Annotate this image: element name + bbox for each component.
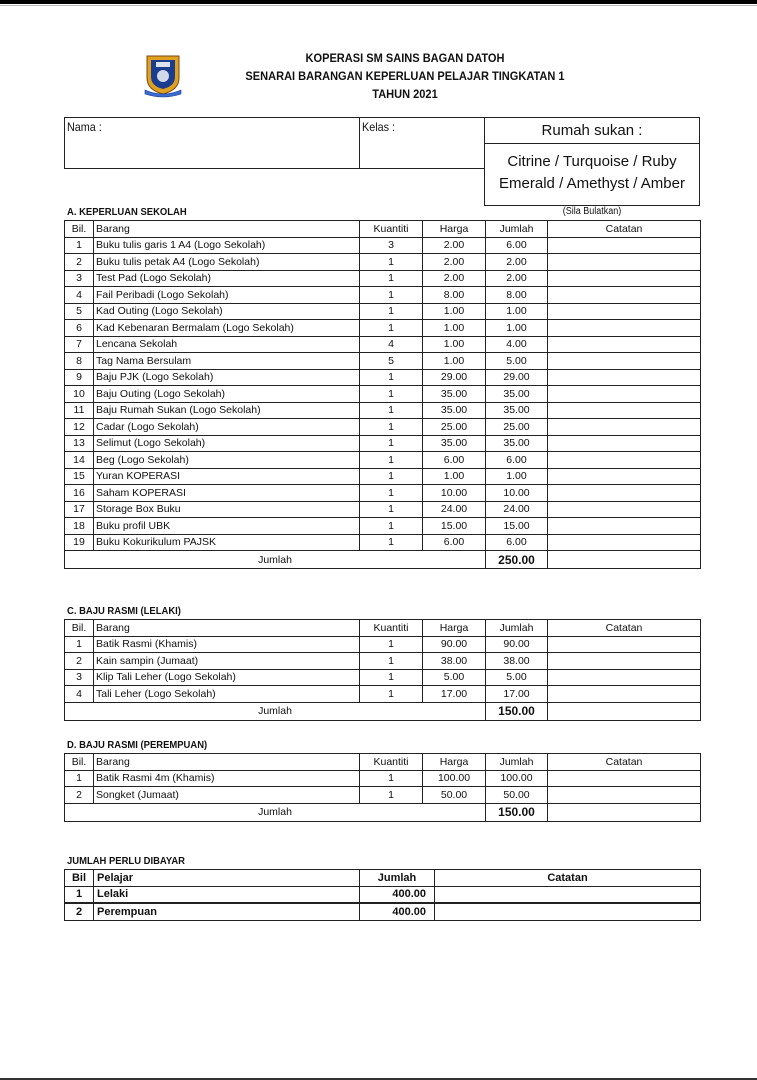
- item-bil: 1: [65, 770, 94, 787]
- col-jumlah: Jumlah: [486, 620, 548, 637]
- item-bil: 1: [65, 237, 94, 254]
- item-harga: 1.00: [423, 320, 486, 337]
- pay-col-pelajar: Pelajar: [94, 870, 360, 887]
- school-crest-icon: [143, 52, 183, 98]
- item-jumlah: 35.00: [486, 402, 548, 419]
- item-bil: 4: [65, 686, 94, 703]
- item-bil: 6: [65, 320, 94, 337]
- table-row: [65, 518, 701, 535]
- col-catatan: Catatan: [548, 221, 701, 238]
- item-catatan-cell[interactable]: [548, 501, 701, 518]
- total-row: [65, 702, 701, 720]
- item-kuantiti: 1: [360, 534, 423, 551]
- col-catatan: Catatan: [548, 754, 701, 771]
- item-jumlah: 6.00: [486, 237, 548, 254]
- document-header: [207, 49, 603, 103]
- kelas-field[interactable]: [359, 117, 485, 169]
- item-harga: 35.00: [423, 435, 486, 452]
- item-barang: Baju PJK (Logo Sekolah): [94, 369, 360, 386]
- item-barang: Storage Box Buku: [94, 501, 360, 518]
- item-harga: 17.00: [423, 686, 486, 703]
- item-bil: 10: [65, 386, 94, 403]
- item-bil: 7: [65, 336, 94, 353]
- nama-field[interactable]: [64, 117, 360, 169]
- item-harga: 1.00: [423, 353, 486, 370]
- item-jumlah: 2.00: [486, 254, 548, 271]
- item-harga: 5.00: [423, 669, 486, 686]
- col-harga: Harga: [423, 620, 486, 637]
- col-jumlah: Jumlah: [486, 221, 548, 238]
- item-catatan-cell[interactable]: [548, 485, 701, 502]
- item-jumlah: 15.00: [486, 518, 548, 535]
- col-barang: Barang: [94, 620, 360, 637]
- payment-table: [64, 869, 701, 921]
- item-harga: 2.00: [423, 237, 486, 254]
- col-catatan: Catatan: [548, 620, 701, 637]
- item-jumlah: 1.00: [486, 320, 548, 337]
- col-kuantiti: Kuantiti: [360, 620, 423, 637]
- item-catatan-cell[interactable]: [548, 254, 701, 271]
- table-row: [65, 452, 701, 469]
- item-bil: 12: [65, 419, 94, 436]
- item-kuantiti: 1: [360, 369, 423, 386]
- item-bil: 9: [65, 369, 94, 386]
- total-catatan-cell[interactable]: [548, 702, 701, 720]
- item-kuantiti: 1: [360, 320, 423, 337]
- item-jumlah: 90.00: [486, 636, 548, 653]
- item-catatan-cell[interactable]: [548, 636, 701, 653]
- item-barang: Baju Rumah Sukan (Logo Sekolah): [94, 402, 360, 419]
- table-row: [65, 485, 701, 502]
- table-row: [65, 237, 701, 254]
- rumah-options-line1: Citrine / Turquoise / Ruby: [507, 153, 677, 170]
- pay-jumlah: 400.00: [360, 886, 435, 903]
- item-catatan-cell[interactable]: [548, 270, 701, 287]
- item-bil: 13: [65, 435, 94, 452]
- item-barang: Tag Nama Bersulam: [94, 353, 360, 370]
- total-catatan-cell[interactable]: [548, 551, 701, 569]
- table-row: [65, 254, 701, 271]
- item-jumlah: 5.00: [486, 353, 548, 370]
- col-bil: Bil.: [65, 221, 94, 238]
- item-jumlah: 6.00: [486, 452, 548, 469]
- item-catatan-cell[interactable]: [548, 770, 701, 787]
- item-jumlah: 17.00: [486, 686, 548, 703]
- rumah-options-line2: Emerald / Amethyst / Amber: [499, 175, 685, 192]
- payment-row-lelaki: [65, 886, 701, 903]
- item-catatan-cell[interactable]: [548, 669, 701, 686]
- item-barang: Fail Peribadi (Logo Sekolah): [94, 287, 360, 304]
- item-harga: 50.00: [423, 787, 486, 804]
- sila-bulatkan-note: (Sila Bulatkan): [562, 206, 622, 217]
- col-harga: Harga: [423, 754, 486, 771]
- item-barang: Kad Kebenaran Bermalam (Logo Sekolah): [94, 320, 360, 337]
- item-bil: 19: [65, 534, 94, 551]
- col-kuantiti: Kuantiti: [360, 221, 423, 238]
- item-kuantiti: 3: [360, 237, 423, 254]
- item-harga: 2.00: [423, 254, 486, 271]
- item-bil: 16: [65, 485, 94, 502]
- pay-catatan-cell[interactable]: [435, 903, 701, 920]
- table-row: [65, 787, 701, 804]
- total-catatan-cell[interactable]: [548, 803, 701, 821]
- payment-row-perempuan: [65, 903, 701, 920]
- item-barang: Lencana Sekolah: [94, 336, 360, 353]
- item-barang: Cadar (Logo Sekolah): [94, 419, 360, 436]
- item-bil: 11: [65, 402, 94, 419]
- item-bil: 18: [65, 518, 94, 535]
- item-barang: Kain sampin (Jumaat): [94, 653, 360, 670]
- item-bil: 14: [65, 452, 94, 469]
- item-bil: 15: [65, 468, 94, 485]
- item-bil: 4: [65, 287, 94, 304]
- payment-title: JUMLAH PERLU DIBAYAR: [67, 855, 185, 867]
- col-barang: Barang: [94, 221, 360, 238]
- top-border: [0, 0, 757, 4]
- table-header-row: [65, 620, 701, 637]
- item-bil: 2: [65, 787, 94, 804]
- section-a-title: A. KEPERLUAN SEKOLAH: [67, 206, 187, 218]
- header-title: SENARAI BARANGAN KEPERLUAN PELAJAR TINGKATAN 1: [245, 69, 565, 83]
- item-harga: 29.00: [423, 369, 486, 386]
- item-kuantiti: 1: [360, 254, 423, 271]
- col-jumlah: Jumlah: [486, 754, 548, 771]
- item-jumlah: 38.00: [486, 653, 548, 670]
- item-harga: 25.00: [423, 419, 486, 436]
- item-catatan-cell[interactable]: [548, 336, 701, 353]
- table-row: [65, 669, 701, 686]
- item-jumlah: 1.00: [486, 468, 548, 485]
- item-kuantiti: 1: [360, 501, 423, 518]
- col-bil: Bil.: [65, 620, 94, 637]
- item-harga: 35.00: [423, 386, 486, 403]
- item-jumlah: 24.00: [486, 501, 548, 518]
- item-kuantiti: 1: [360, 402, 423, 419]
- item-barang: Tali Leher (Logo Sekolah): [94, 686, 360, 703]
- item-harga: 15.00: [423, 518, 486, 535]
- pay-bil: 1: [65, 886, 94, 903]
- item-bil: 2: [65, 254, 94, 271]
- item-bil: 2: [65, 653, 94, 670]
- item-kuantiti: 1: [360, 686, 423, 703]
- total-value: 250.00: [486, 551, 548, 569]
- item-jumlah: 8.00: [486, 287, 548, 304]
- item-kuantiti: 1: [360, 452, 423, 469]
- total-row: [65, 551, 701, 569]
- item-barang: Buku tulis garis 1 A4 (Logo Sekolah): [94, 237, 360, 254]
- item-kuantiti: 1: [360, 435, 423, 452]
- section-c-table: [64, 619, 701, 721]
- table-row: [65, 435, 701, 452]
- item-harga: 1.00: [423, 303, 486, 320]
- item-catatan-cell[interactable]: [548, 787, 701, 804]
- item-kuantiti: 1: [360, 485, 423, 502]
- item-catatan-cell[interactable]: [548, 452, 701, 469]
- item-jumlah: 1.00: [486, 303, 548, 320]
- col-bil: Bil.: [65, 754, 94, 771]
- table-row: [65, 270, 701, 287]
- item-catatan-cell[interactable]: [548, 402, 701, 419]
- table-row: [65, 468, 701, 485]
- rumah-sukan-options[interactable]: [484, 143, 700, 206]
- table-row: [65, 353, 701, 370]
- section-c-title: C. BAJU RASMI (LELAKI): [67, 605, 181, 617]
- total-row: [65, 803, 701, 821]
- col-kuantiti: Kuantiti: [360, 754, 423, 771]
- item-bil: 1: [65, 636, 94, 653]
- item-barang: Selimut (Logo Sekolah): [94, 435, 360, 452]
- item-kuantiti: 1: [360, 653, 423, 670]
- table-row: [65, 636, 701, 653]
- item-catatan-cell[interactable]: [548, 237, 701, 254]
- item-barang: Baju Outing (Logo Sekolah): [94, 386, 360, 403]
- total-value: 150.00: [486, 803, 548, 821]
- table-header-row: [65, 754, 701, 771]
- total-value: 150.00: [486, 702, 548, 720]
- item-harga: 1.00: [423, 468, 486, 485]
- pay-pelajar: Perempuan: [94, 903, 360, 920]
- item-barang: Yuran KOPERASI: [94, 468, 360, 485]
- table-row: [65, 501, 701, 518]
- item-catatan-cell[interactable]: [548, 518, 701, 535]
- item-barang: Kad Outing (Logo Sekolah): [94, 303, 360, 320]
- item-catatan-cell[interactable]: [548, 386, 701, 403]
- table-row: [65, 534, 701, 551]
- item-catatan-cell[interactable]: [548, 686, 701, 703]
- table-row: [65, 303, 701, 320]
- item-bil: 17: [65, 501, 94, 518]
- item-harga: 10.00: [423, 485, 486, 502]
- table-row: [65, 386, 701, 403]
- item-kuantiti: 5: [360, 353, 423, 370]
- item-barang: Buku profil UBK: [94, 518, 360, 535]
- item-harga: 38.00: [423, 653, 486, 670]
- item-catatan-cell[interactable]: [548, 653, 701, 670]
- section-a-table: [64, 220, 701, 569]
- item-catatan-cell[interactable]: [548, 534, 701, 551]
- item-catatan-cell[interactable]: [548, 435, 701, 452]
- item-bil: 8: [65, 353, 94, 370]
- nama-label: Nama :: [67, 120, 102, 134]
- pay-col-jumlah: Jumlah: [360, 870, 435, 887]
- item-kuantiti: 1: [360, 303, 423, 320]
- payment-header-row: [65, 870, 701, 887]
- item-bil: 3: [65, 270, 94, 287]
- total-label: Jumlah: [65, 702, 486, 720]
- item-catatan-cell[interactable]: [548, 303, 701, 320]
- item-barang: Buku tulis petak A4 (Logo Sekolah): [94, 254, 360, 271]
- item-jumlah: 100.00: [486, 770, 548, 787]
- item-jumlah: 5.00: [486, 669, 548, 686]
- item-jumlah: 2.00: [486, 270, 548, 287]
- table-row: [65, 402, 701, 419]
- item-kuantiti: 1: [360, 770, 423, 787]
- item-kuantiti: 1: [360, 270, 423, 287]
- table-row: [65, 770, 701, 787]
- pay-col-bil: Bil: [65, 870, 94, 887]
- item-kuantiti: 1: [360, 386, 423, 403]
- header-org: KOPERASI SM SAINS BAGAN DATOH: [305, 51, 505, 65]
- top-divider: [0, 5, 757, 6]
- pay-col-catatan: Catatan: [435, 870, 701, 887]
- item-barang: Buku Kokurikulum PAJSK: [94, 534, 360, 551]
- item-catatan-cell[interactable]: [548, 468, 701, 485]
- item-jumlah: 50.00: [486, 787, 548, 804]
- item-harga: 6.00: [423, 534, 486, 551]
- table-row: [65, 369, 701, 386]
- kelas-label: Kelas :: [362, 120, 396, 134]
- item-jumlah: 10.00: [486, 485, 548, 502]
- item-jumlah: 6.00: [486, 534, 548, 551]
- total-label: Jumlah: [65, 803, 486, 821]
- rumah-sukan-label: Rumah sukan :: [484, 117, 700, 144]
- pay-catatan-cell[interactable]: [435, 886, 701, 903]
- item-harga: 6.00: [423, 452, 486, 469]
- item-harga: 1.00: [423, 336, 486, 353]
- pay-pelajar: Lelaki: [94, 886, 360, 903]
- total-label: Jumlah: [65, 551, 486, 569]
- item-kuantiti: 1: [360, 287, 423, 304]
- item-harga: 35.00: [423, 402, 486, 419]
- table-row: [65, 653, 701, 670]
- item-barang: Batik Rasmi (Khamis): [94, 636, 360, 653]
- item-catatan-cell[interactable]: [548, 353, 701, 370]
- item-harga: 8.00: [423, 287, 486, 304]
- item-barang: Batik Rasmi 4m (Khamis): [94, 770, 360, 787]
- item-catatan-cell[interactable]: [548, 287, 701, 304]
- table-row: [65, 419, 701, 436]
- item-kuantiti: 1: [360, 787, 423, 804]
- item-bil: 3: [65, 669, 94, 686]
- table-row: [65, 320, 701, 337]
- item-kuantiti: 1: [360, 636, 423, 653]
- pay-bil: 2: [65, 903, 94, 920]
- col-barang: Barang: [94, 754, 360, 771]
- item-jumlah: 35.00: [486, 435, 548, 452]
- section-d-table: [64, 753, 701, 822]
- item-bil: 5: [65, 303, 94, 320]
- table-row: [65, 336, 701, 353]
- item-kuantiti: 1: [360, 419, 423, 436]
- table-header-row: [65, 221, 701, 238]
- item-catatan-cell[interactable]: [548, 320, 701, 337]
- item-jumlah: 4.00: [486, 336, 548, 353]
- item-catatan-cell[interactable]: [548, 419, 701, 436]
- item-harga: 2.00: [423, 270, 486, 287]
- table-row: [65, 287, 701, 304]
- item-barang: Beg (Logo Sekolah): [94, 452, 360, 469]
- col-harga: Harga: [423, 221, 486, 238]
- item-jumlah: 25.00: [486, 419, 548, 436]
- item-harga: 24.00: [423, 501, 486, 518]
- item-kuantiti: 1: [360, 518, 423, 535]
- item-barang: Test Pad (Logo Sekolah): [94, 270, 360, 287]
- item-jumlah: 29.00: [486, 369, 548, 386]
- item-catatan-cell[interactable]: [548, 369, 701, 386]
- item-kuantiti: 1: [360, 468, 423, 485]
- item-barang: Klip Tali Leher (Logo Sekolah): [94, 669, 360, 686]
- header-year: TAHUN 2021: [372, 87, 438, 101]
- item-kuantiti: 4: [360, 336, 423, 353]
- item-barang: Songket (Jumaat): [94, 787, 360, 804]
- pay-jumlah: 400.00: [360, 903, 435, 920]
- section-d-title: D. BAJU RASMI (PEREMPUAN): [67, 739, 208, 751]
- table-row: [65, 686, 701, 703]
- item-barang: Saham KOPERASI: [94, 485, 360, 502]
- item-jumlah: 35.00: [486, 386, 548, 403]
- item-harga: 100.00: [423, 770, 486, 787]
- item-kuantiti: 1: [360, 669, 423, 686]
- item-harga: 90.00: [423, 636, 486, 653]
